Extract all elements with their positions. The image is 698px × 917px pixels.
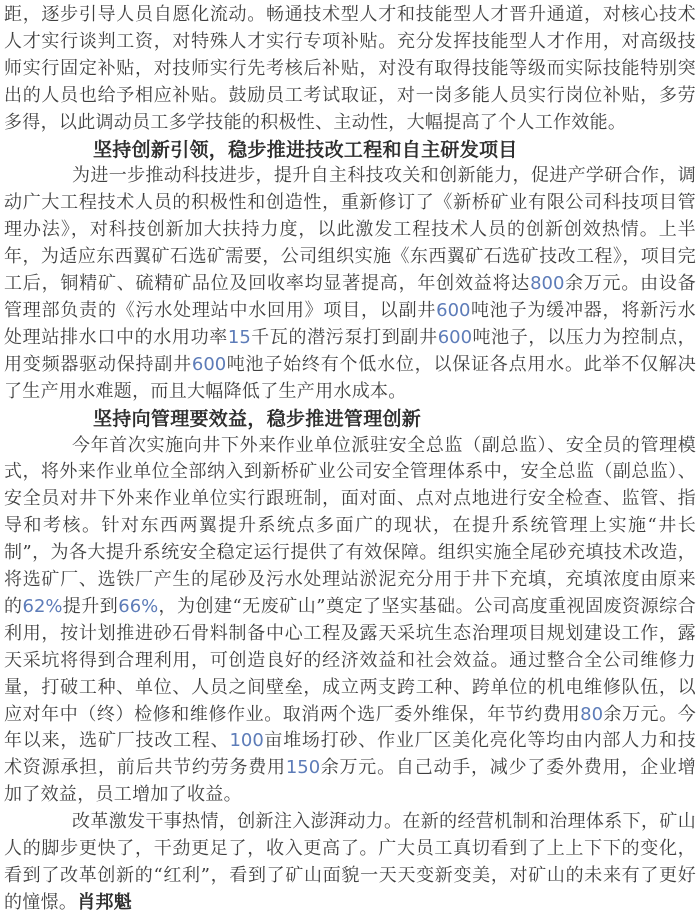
number-highlight: 600 <box>191 353 227 375</box>
paragraph-management-measures <box>4 433 696 810</box>
text-run: 坚持向管理要效益，稳步推进管理创新 <box>93 407 422 430</box>
number-highlight: 80 <box>580 703 604 725</box>
text-run: 吨池子，以压力为控制点，用变频器驱动保持副井 <box>4 326 696 375</box>
text-run: 千瓦的潜污泵打到副井 <box>250 326 438 348</box>
text-run: 吨池子始终有个低水位，以保证各点用水。此举不仅解决了生产用水难题，而且大幅降低了生产用水成本。 <box>4 353 697 402</box>
heading-management-innovation <box>4 406 696 433</box>
text-run: 余万元。由设备管理部负责的《污水处理站中水回用》项目，以副井 <box>4 273 696 321</box>
text-run: 距，逐步引导人员自愿化流动。畅通技术型人才和技能型人才晋升通道，对核心技术人才实行谈判工资，对特殊人才实行专项补贴。充分发挥技能型人才作用，对高级技师实行固定补贴，对技师实行先考核后补贴，对没有取得技能等级而实际技能特别突出的人员也给予相应补贴。鼓励员工考试取证，对一岗多能人员实行岗位补贴，多劳多得，以此调动员工多学技能的积极性、主动性，大幅提高了个人工作效能。 <box>4 4 696 133</box>
number-highlight: 150 <box>285 757 321 779</box>
paragraph-talent-mechanism <box>4 2 696 137</box>
number-highlight: 100 <box>229 730 264 752</box>
text-run: 吨池子为缓冲器，将新污水处理站排水口中的水用功率 <box>4 299 696 348</box>
text-run: 亩堆场打砂、作业厂区美化亮化等均由内部人力和技术资源承担，前后共节约劳务费用 <box>4 730 696 779</box>
number-highlight: 600 <box>437 326 473 348</box>
text-run: 提升到 <box>62 595 119 617</box>
number-highlight: 800 <box>530 273 565 295</box>
paragraph-reform-conclusion <box>4 809 696 917</box>
number-highlight: 66% <box>118 595 159 617</box>
number-highlight: 600 <box>436 299 471 321</box>
text-run: 坚持创新引领，稳步推进技改工程和自主研发项目 <box>93 138 518 161</box>
heading-innovation-projects <box>4 137 696 164</box>
text-run: 余万元。今年以来，选矿厂技改工程、 <box>4 703 697 752</box>
number-highlight: 15 <box>227 326 251 348</box>
paragraph-tech-innovation <box>4 163 696 405</box>
text-run: 余万元。自己动手，减少了委外费用，企业增加了效益，员工增加了收益。 <box>4 757 697 806</box>
text-run: 今年首次实施向井下外来作业单位派驻安全总监（副总监）、安全员的管理模式，将外来作业单位全部纳入到新桥矿业公司安全管理体系中，安全总监（副总监）、安全员对井下外来作业单位实行跟班制，面对面、点对点地进行安全检查、监管、指导和考核。针对东西两翼提升系统点多面广的现状，在提升系统管理上实施“井长制”，为各大提升系统安全稳定运行提供了有效保障。组织实施全尾砂充填技术改造，将选矿厂、选铁厂产生的尾砂及污水处理站淤泥充分用于井下充填，充填浓度由原来的 <box>4 434 696 617</box>
text-run: 改革激发干事热情，创新注入澎湃动力。在新的经营机制和治理体系下，矿山人的脚步更快了，干劲更足了，收入更高了。广大员工真切看到了上上下下的变化，看到了改革创新的“红利”，看到了矿山面貌一天天变新变美，对矿山的未来有了更好的憧憬。 <box>4 811 696 913</box>
author-name: 肖邦魁 <box>77 891 133 913</box>
text-run: 为进一步推动科技进步，提升自主科技攻关和创新能力，促进产学研合作，调动广大工程技术人员的积极性和创造性，重新修订了《新桥矿业有限公司科技项目管理办法》，对科技创新加大扶持力度，以此激发工程技术人员的创新创效热情。上半年，为适应东西翼矿石选矿需要，公司组织实施《东西翼矿石选矿技改工程》，项目完工后，铜精矿、硫精矿品位及回收率均显著提高，年创效益将达 <box>4 165 696 295</box>
number-highlight: 62% <box>22 595 63 617</box>
text-run: ，为创建“无废矿山”奠定了坚实基础。公司高度重视固废资源综合利用，按计划推进砂石骨料制备中心工程及露天采坑生态治理项目规划建设工作，露天采坑将得到合理利用，可创造良好的经济效益和社会效益。通过整合全公司维修力量，打破工种、单位、人员之间壁垒，成立两支跨工种、跨单位的机电维修队伍，以应对年中（终）检修和维修作业。取消两个选厂委外维保，年节约费用 <box>4 595 696 725</box>
